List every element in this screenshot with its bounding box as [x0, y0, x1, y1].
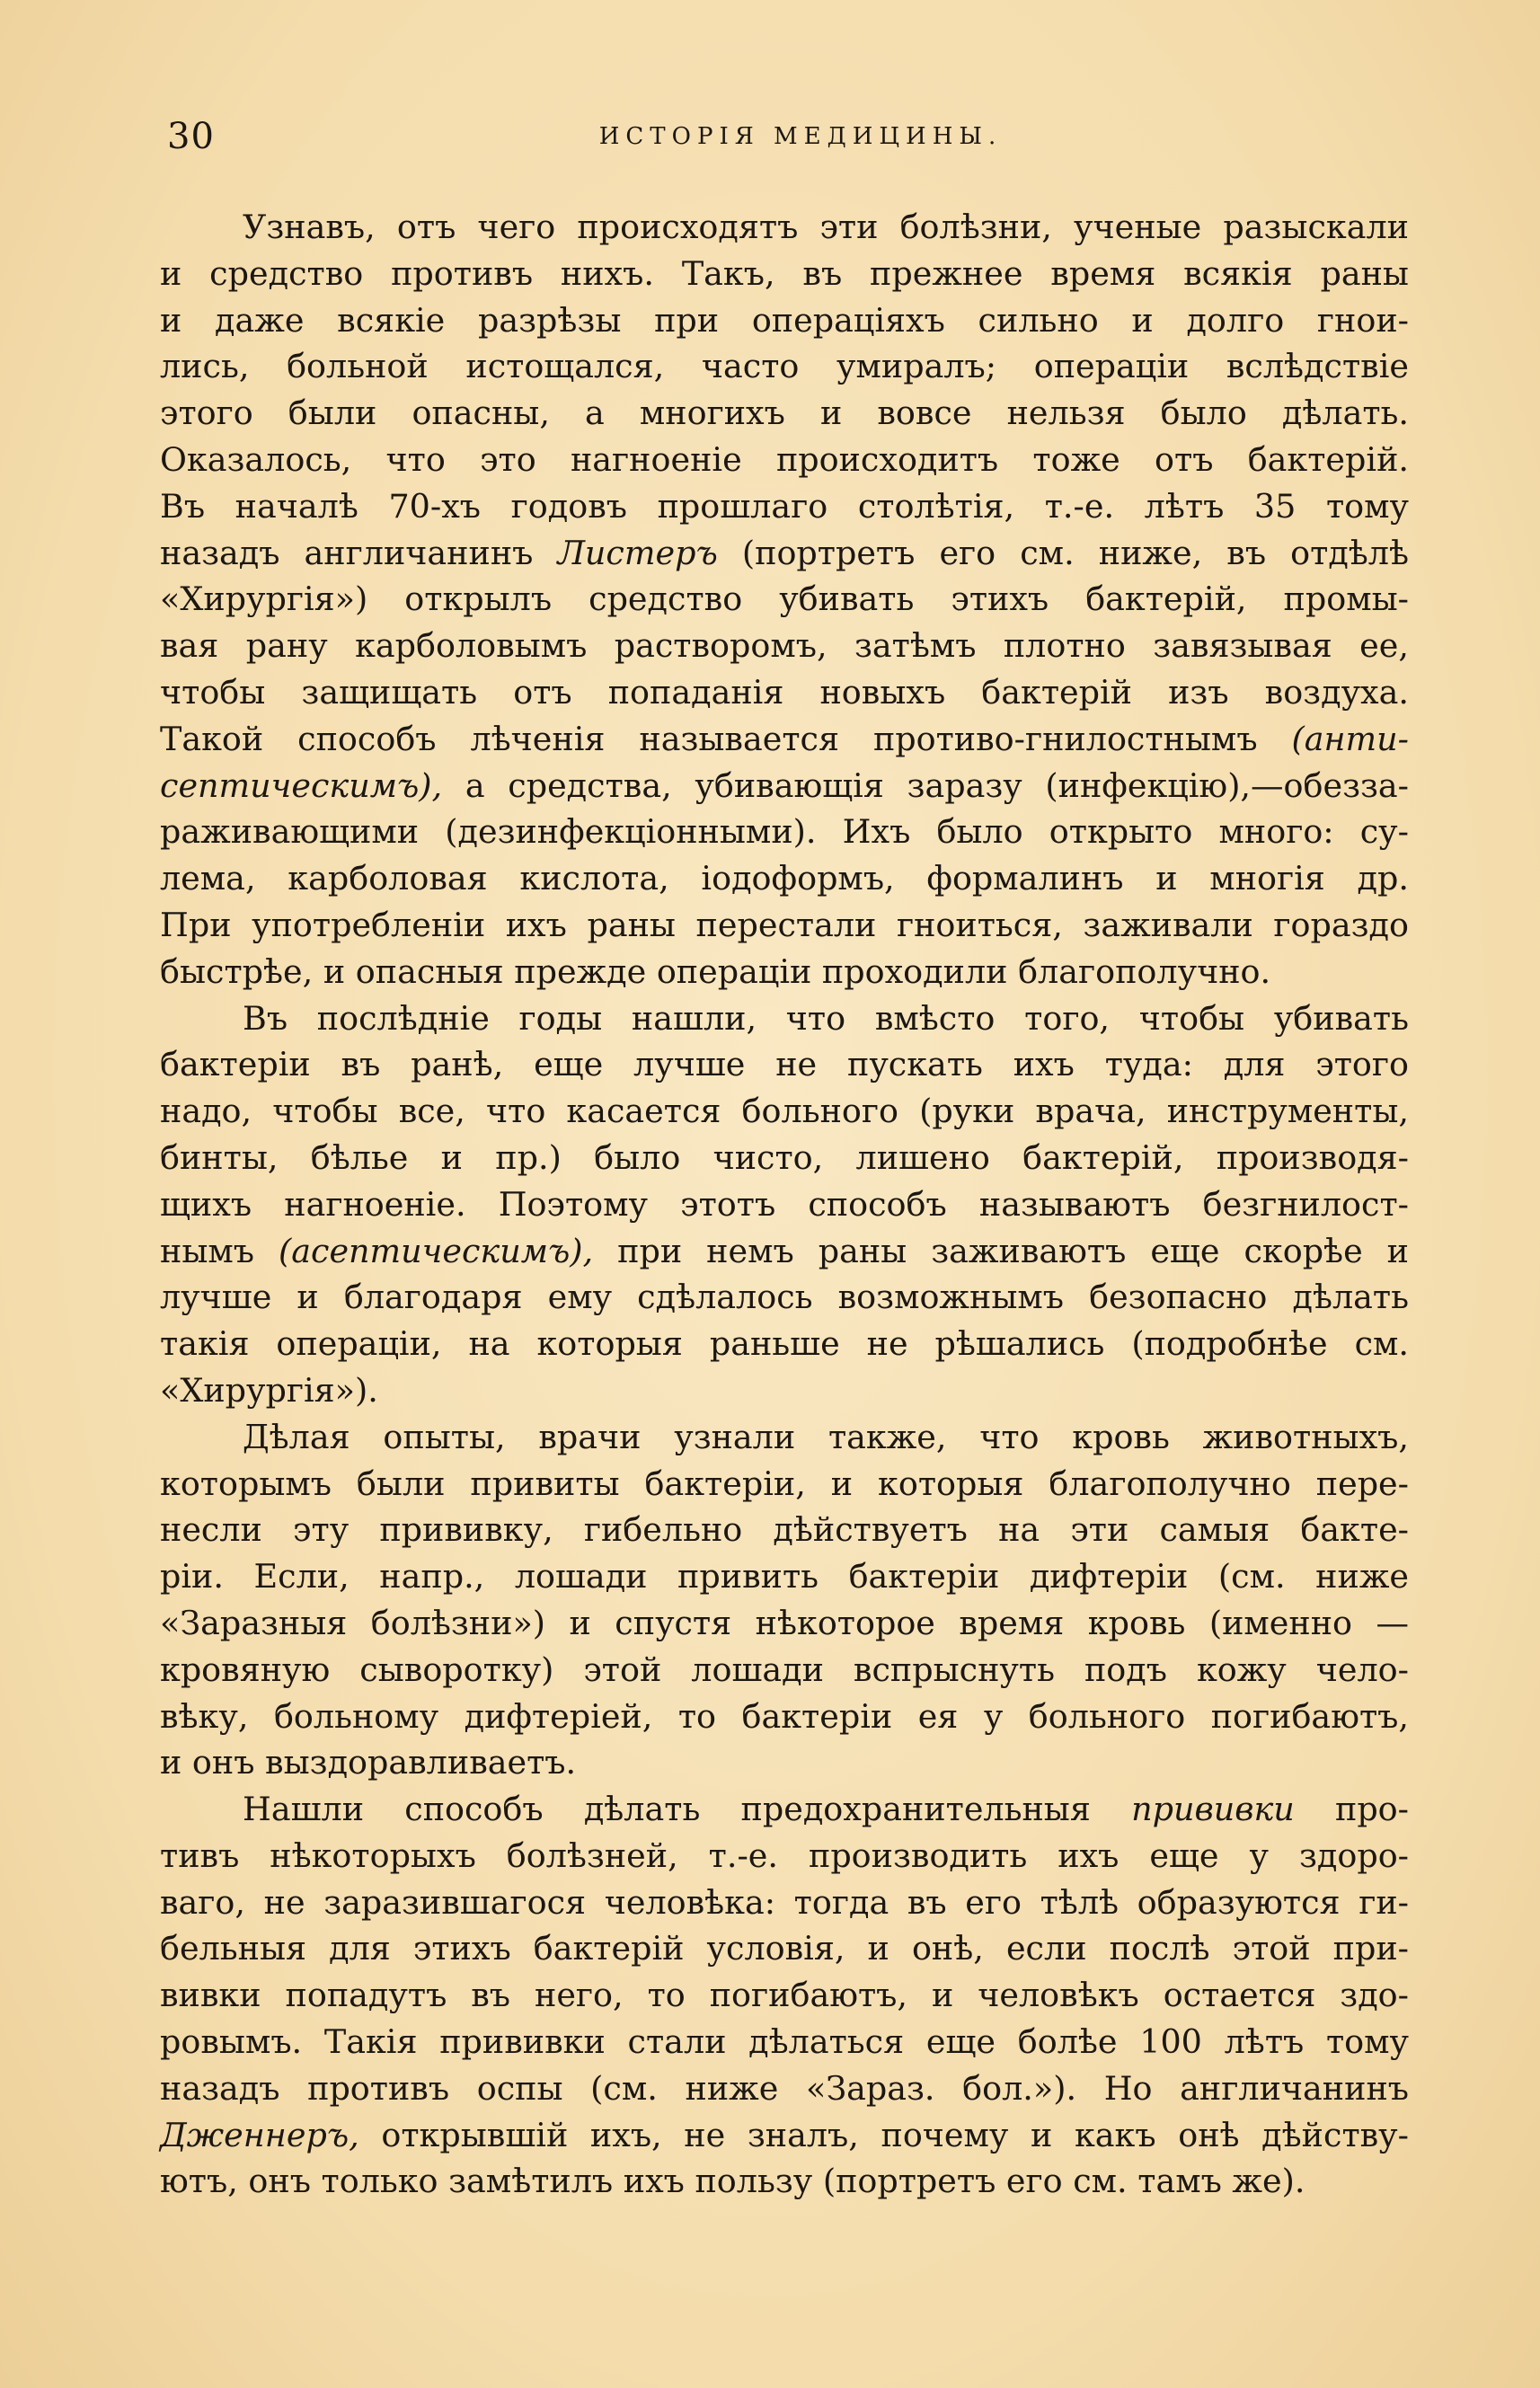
text-line	[160, 1507, 1409, 1553]
text-line	[160, 1647, 1409, 1694]
text-run: «Заразныя болѣзни») и спустя нѣкоторое время кровь (именно —	[160, 1603, 1409, 1642]
text-run: ютъ, онъ только замѣтилъ ихъ пользу (портретъ его см. тамъ же).	[160, 2162, 1305, 2201]
text-line	[160, 2019, 1409, 2065]
text-line	[160, 1739, 1409, 1786]
text-line	[160, 483, 1409, 530]
italic-term: Листеръ	[557, 533, 718, 572]
text-line	[160, 1135, 1409, 1181]
paragraph	[160, 1414, 1409, 1786]
text-run: «Хирургія») открылъ средство убивать этихъ бактерій, промы-	[160, 579, 1409, 619]
text-run: щихъ нагноеніе. Поэтому этотъ способъ называютъ безгнилост-	[160, 1184, 1409, 1224]
text-run: бактеріи въ ранѣ, еще лучше не пускать ихъ туда: для этого	[160, 1045, 1409, 1084]
text-run: Въ послѣдніе годы нашли, что вмѣсто того, чтобы убивать	[243, 998, 1409, 1038]
text-line	[160, 623, 1409, 669]
text-line	[160, 1461, 1409, 1508]
text-run: (портретъ его см. ниже, въ отдѣлѣ	[717, 533, 1409, 572]
text-line	[160, 1972, 1409, 2019]
text-run: нымъ	[160, 1231, 279, 1270]
text-run: и онъ выздоравливаетъ.	[160, 1743, 577, 1782]
text-run: тивъ нѣкоторыхъ болѣзней, т.-е. производить ихъ еще у здоро-	[160, 1835, 1409, 1875]
italic-term: септическимъ),	[160, 765, 443, 805]
text-line	[160, 204, 1409, 251]
text-line	[160, 297, 1409, 344]
text-run: чтобы защищать отъ попаданія новыхъ бактерій изъ воздуха.	[160, 672, 1409, 712]
text-line	[160, 1181, 1409, 1228]
text-run: лись, больной истощался, часто умиралъ; операціи вслѣдствіе	[160, 347, 1409, 386]
text-run: ровымъ. Такія прививки стали дѣлаться еще болѣе 100 лѣтъ тому	[160, 2022, 1409, 2062]
italic-term: (анти-	[1291, 719, 1409, 758]
text-line	[160, 1786, 1409, 1833]
italic-term: Дженнеръ,	[160, 2115, 359, 2154]
italic-term: (асептическимъ),	[279, 1231, 594, 1270]
text-run: Узнавъ, отъ чего происходятъ эти болѣзни, ученые разыскали	[243, 208, 1409, 246]
text-run: лучше и благодаря ему сдѣлалось возможнымъ безопасно дѣлать	[160, 1278, 1409, 1317]
text-line	[160, 902, 1409, 949]
text-line	[160, 995, 1409, 1042]
text-line	[160, 1879, 1409, 1926]
text-line	[160, 2065, 1409, 2112]
text-run: вая рану карболовымъ растворомъ, затѣмъ плотно завязывая ее,	[160, 626, 1409, 666]
text-line	[160, 949, 1409, 995]
text-run: этого были опасны, а многихъ и вовсе нельзя было дѣлать.	[160, 394, 1409, 433]
text-line	[160, 763, 1409, 809]
paragraph	[160, 995, 1409, 1414]
text-line	[160, 2112, 1409, 2159]
text-run: бельныя для этихъ бактерій условія, и онѣ, если послѣ этой при-	[160, 1929, 1409, 1968]
text-line	[160, 1367, 1409, 1414]
text-line	[160, 1414, 1409, 1461]
body-text	[160, 204, 1409, 2205]
text-run: при немъ раны заживаютъ еще скорѣе и	[593, 1231, 1409, 1270]
text-line	[160, 855, 1409, 902]
text-run: бинты, бѣлье и пр.) было чисто, лишено бактерій, производя-	[160, 1137, 1409, 1177]
text-line	[160, 809, 1409, 855]
text-line	[160, 1553, 1409, 1600]
text-run: ваго, не заразившагося человѣка: тогда въ его тѣлѣ образуются ги-	[160, 1882, 1409, 1922]
text-run: Такой способъ лѣченія называется противо-гнилостнымъ	[160, 719, 1292, 758]
page-number: 30	[167, 116, 215, 157]
text-line	[160, 1228, 1409, 1275]
text-run: и средство противъ нихъ. Такъ, въ прежнее время всякія раны	[160, 253, 1409, 293]
text-run: про-	[1294, 1790, 1409, 1829]
text-run: Дѣлая опыты, врачи узнали также, что кровь животныхъ,	[243, 1417, 1409, 1456]
text-run: открывшій ихъ, не зналъ, почему и какъ онѣ дѣйству-	[358, 2115, 1409, 2154]
page-header	[167, 115, 1434, 158]
text-line	[160, 343, 1409, 390]
text-line	[160, 437, 1409, 483]
text-line	[160, 1600, 1409, 1647]
text-run: и даже всякіе разрѣзы при операціяхъ сильно и долго гнои-	[160, 300, 1409, 340]
text-run: вивки попадутъ въ него, то погибаютъ, и человѣкъ остается здо-	[160, 1976, 1409, 2015]
text-run: надо, чтобы все, что касается больного (руки врача, инструменты,	[160, 1092, 1409, 1131]
text-run: кровяную сыворотку) этой лошади вспрыснуть подъ кожу чело-	[160, 1649, 1409, 1689]
text-run: «Хирургія»).	[160, 1370, 378, 1410]
text-line	[160, 669, 1409, 716]
text-line	[160, 1925, 1409, 1972]
text-run: назадъ англичанинъ	[160, 533, 558, 572]
italic-term: прививки	[1131, 1790, 1295, 1829]
text-line	[160, 390, 1409, 437]
text-line	[160, 1833, 1409, 1879]
text-run: лема, карболовая кислота, іодоформъ, формалинъ и многія др.	[160, 859, 1409, 898]
text-line	[160, 1088, 1409, 1135]
text-run: Оказалось, что это нагноеніе происходитъ тоже отъ бактерій.	[160, 439, 1409, 479]
paragraph	[160, 1786, 1409, 2205]
text-line	[160, 251, 1409, 297]
text-run: раживающими (дезинфекціонными). Ихъ было открыто много: су-	[160, 812, 1409, 852]
text-line	[160, 1321, 1409, 1367]
text-run: вѣку, больному дифтеріей, то бактеріи ея у больного погибаютъ,	[160, 1696, 1409, 1736]
text-run: такія операціи, на которыя раньше не рѣшались (подробнѣе см.	[160, 1324, 1409, 1364]
text-run: которымъ были привиты бактеріи, и которыя благополучно пере-	[160, 1464, 1409, 1503]
text-line	[160, 530, 1409, 577]
text-run: При употребленіи ихъ раны перестали гноиться, заживали гораздо	[160, 905, 1409, 944]
text-run: быстрѣе, и опасныя прежде операціи проходили благополучно.	[160, 951, 1271, 991]
text-line	[160, 1274, 1409, 1321]
running-title: ИСТОРІЯ МЕДИЦИНЫ.	[598, 123, 1003, 150]
text-run: несли эту прививку, гибельно дѣйствуетъ на эти самыя бакте-	[160, 1510, 1409, 1550]
text-run: Въ началѣ 70-хъ годовъ прошлаго столѣтія, т.-е. лѣтъ 35 тому	[160, 486, 1409, 526]
text-run: Нашли способъ дѣлать предохранительныя	[243, 1790, 1132, 1829]
text-line	[160, 1041, 1409, 1088]
text-line	[160, 2158, 1409, 2205]
text-line	[160, 716, 1409, 763]
text-line	[160, 1694, 1409, 1740]
text-run: а средства, убивающія заразу (инфекцію),—обезза-	[442, 765, 1409, 805]
text-run: назадъ противъ оспы (см. ниже «Зараз. бол.»). Но англичанинъ	[160, 2068, 1409, 2108]
text-run: ріи. Если, напр., лошади привить бактеріи дифтеріи (см. ниже	[160, 1557, 1409, 1596]
paragraph	[160, 204, 1409, 995]
text-line	[160, 576, 1409, 623]
